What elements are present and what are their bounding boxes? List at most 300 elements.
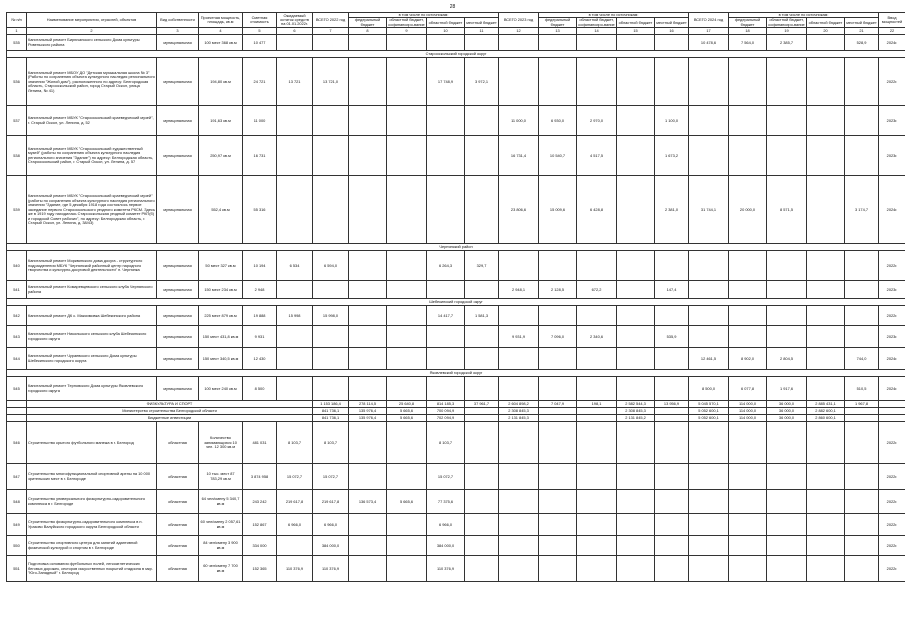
table-cell: 702 094,9 <box>427 415 465 422</box>
table-cell <box>465 176 499 244</box>
table-cell: 2022г. <box>879 251 905 281</box>
section-label: Чернянский район <box>7 244 905 251</box>
table-cell <box>845 136 879 176</box>
table-cell <box>387 464 427 490</box>
header-regional-cofin: областной бюджет, софинансиро-вание <box>578 17 615 27</box>
table-cell <box>577 514 617 536</box>
table-row <box>7 106 905 136</box>
table-cell: 152 365 <box>243 556 277 582</box>
table-cell <box>539 556 577 582</box>
object-name-cell: Капитальный ремонт Никольского сельского клуба Шебекинского городского округа <box>27 326 157 348</box>
object-name-cell: Строительство многофункциональной спортивной арены на 10 000 зрительских мест в г. Белгороде <box>27 464 157 490</box>
table-cell <box>767 514 807 536</box>
table-cell: 2 340,6 <box>577 326 617 348</box>
table-cell <box>617 464 655 490</box>
table-cell: 2024г. <box>879 348 905 370</box>
table-cell: 547 <box>7 464 27 490</box>
table-cell <box>845 306 879 326</box>
table-row <box>7 536 905 556</box>
table-cell <box>655 422 689 464</box>
table-cell: 329,7 <box>465 251 499 281</box>
object-name-cell: Капитальный ремонт Комаревцевского сельского клуба Чернянского района <box>27 281 157 299</box>
table-cell <box>655 490 689 514</box>
table-cell: областная <box>157 464 199 490</box>
table-cell: 9 931 <box>243 326 277 348</box>
table-cell <box>349 422 387 464</box>
table-cell: 510,5 <box>845 377 879 401</box>
table-cell: 6 966,0 <box>313 514 349 536</box>
table-cell <box>807 464 845 490</box>
column-number: 19 <box>767 28 807 35</box>
table-cell <box>277 377 313 401</box>
header-local: местный бюджет <box>655 18 689 28</box>
table-cell <box>387 306 427 326</box>
table-cell: 744,0 <box>845 348 879 370</box>
table-row <box>7 35 905 51</box>
object-name-cell: Капитальный ремонт МБОУ ДО "Детская музыкальная школа № 3" (Работы по сохранению объекта культурного наследия регионального значения "Жилой дом"), расположенного по адресу: Белгородская область, Старооскольский район, город Старый Оскол, улица Ленина, № 41) <box>27 58 157 106</box>
table-cell: 546 <box>7 422 27 464</box>
table-cell: 7 564,0 <box>729 35 767 51</box>
table-cell: 2022г. <box>879 422 905 464</box>
object-name-cell: Строительство крытого футбольного манежа в г. Белгород <box>27 422 157 464</box>
table-cell: 147,4 <box>655 281 689 299</box>
table-cell: 15 072,7 <box>277 464 313 490</box>
table-cell: 25 640,8 <box>387 401 427 408</box>
table-cell <box>655 464 689 490</box>
table-cell: муниципальная <box>157 136 199 176</box>
object-name-cell: Капитальный ремонт Морквинского дома досуга - структурного подразделения МБУК "Чернянский районный центр народного творчества и культурно-досуговой деятельности" п. Чернянка <box>27 251 157 281</box>
table-cell <box>539 464 577 490</box>
table-cell <box>845 422 879 464</box>
table-cell <box>387 326 427 348</box>
table-cell <box>767 281 807 299</box>
table-cell: 2 128,5 <box>539 281 577 299</box>
table-cell <box>465 422 499 464</box>
table-cell: 100 мест 368 кв.м <box>199 35 243 51</box>
section-row <box>7 299 905 306</box>
header-total-2023: ВСЕГО 2023 год <box>499 13 539 28</box>
table-cell <box>313 281 349 299</box>
table-cell <box>807 35 845 51</box>
table-cell: 8 103,7 <box>313 422 349 464</box>
table-cell <box>617 514 655 536</box>
table-cell <box>807 377 845 401</box>
table-cell <box>499 377 539 401</box>
table-cell <box>277 106 313 136</box>
header-ownership: Вид собственности <box>157 13 199 28</box>
header-regional-cofin: областной бюджет, софинансиро-вание <box>768 17 805 27</box>
table-cell: 15 072,7 <box>313 464 349 490</box>
table-cell <box>845 556 879 582</box>
table-cell <box>539 415 577 422</box>
table-cell <box>807 514 845 536</box>
table-cell: 150 мест 234 кв.м <box>199 281 243 299</box>
table-cell: областная <box>157 536 199 556</box>
table-cell: 10 478,6 <box>689 35 729 51</box>
table-cell <box>427 281 465 299</box>
table-cell <box>577 58 617 106</box>
table-cell: 2 804,5 <box>767 348 807 370</box>
table-cell: 8 902,0 <box>729 348 767 370</box>
table-cell: 2022г. <box>879 464 905 490</box>
table-cell: 5 665,6 <box>387 490 427 514</box>
object-name-cell: Капитальный ремонт МБУК "Старооскольский краеведческий музей", г. Старый Оскол, ул. Ленина, д. 52 <box>27 106 157 136</box>
table-cell: 1 153 186,4 <box>313 401 349 408</box>
summary-row <box>7 401 905 408</box>
table-cell <box>767 306 807 326</box>
table-cell <box>655 514 689 536</box>
table-cell <box>465 106 499 136</box>
table-cell <box>499 536 539 556</box>
table-cell <box>427 35 465 51</box>
table-cell <box>387 58 427 106</box>
table-cell: 6 264,3 <box>427 251 465 281</box>
table-cell: 50 мест 327 кв.м <box>199 251 243 281</box>
table-cell: муниципальная <box>157 348 199 370</box>
table-cell <box>427 136 465 176</box>
object-name-cell: Капитальный ремонт Бирючанского сельского Дома культуры Ровеньского района <box>27 35 157 51</box>
table-cell <box>617 281 655 299</box>
table-cell: 6 534 <box>277 251 313 281</box>
table-cell <box>807 176 845 244</box>
table-cell <box>277 281 313 299</box>
table-cell <box>845 464 879 490</box>
column-number: 2 <box>27 28 157 35</box>
table-row <box>7 377 905 401</box>
table-cell: 7 047,9 <box>539 401 577 408</box>
table-cell: 219 617,8 <box>313 490 349 514</box>
table-cell <box>807 348 845 370</box>
column-number: 11 <box>465 28 499 35</box>
table-cell: 548 <box>7 490 27 514</box>
table-cell <box>845 106 879 136</box>
table-cell <box>499 556 539 582</box>
table-row <box>7 306 905 326</box>
table-cell <box>767 106 807 136</box>
table-cell: 539 <box>7 176 27 244</box>
table-cell: 219 617,8 <box>277 490 313 514</box>
table-cell <box>617 326 655 348</box>
table-cell: 6 077,8 <box>729 377 767 401</box>
column-number: 6 <box>277 28 313 35</box>
table-cell: муниципальная <box>157 281 199 299</box>
table-cell: 1 967,8 <box>845 401 879 408</box>
table-cell: областная <box>157 490 199 514</box>
column-number: 16 <box>655 28 689 35</box>
table-cell: 672,2 <box>577 281 617 299</box>
table-cell <box>387 106 427 136</box>
table-cell: 10 194 <box>243 251 277 281</box>
table-cell: областная <box>157 514 199 536</box>
table-row <box>7 464 905 490</box>
page-number: 28 <box>449 4 456 10</box>
column-number: 4 <box>199 28 243 35</box>
table-cell <box>465 326 499 348</box>
header-capacity: Проектная мощность, площадь, кв.м <box>199 13 243 28</box>
table-cell <box>313 176 349 244</box>
summary-label: Бюджетные инвестиции <box>27 415 313 422</box>
table-cell <box>577 556 617 582</box>
table-cell: 2022г. <box>879 58 905 106</box>
table-cell: 384 000,0 <box>313 536 349 556</box>
table-cell <box>277 348 313 370</box>
table-cell <box>577 306 617 326</box>
header-remainder: Ожидаемый остаток средств на 01.01.2022г. <box>277 13 313 28</box>
table-cell: 5 045 570,1 <box>689 401 729 408</box>
table-cell <box>879 415 905 422</box>
header-federal: федеральный бюджет <box>729 18 767 28</box>
table-cell <box>655 377 689 401</box>
table-cell: 1 673,2 <box>655 136 689 176</box>
table-cell <box>539 251 577 281</box>
table-cell <box>349 348 387 370</box>
header-federal: федеральный бюджет <box>539 18 577 28</box>
table-cell <box>427 176 465 244</box>
table-cell <box>387 251 427 281</box>
column-number: 18 <box>729 28 767 35</box>
table-cell <box>807 536 845 556</box>
table-cell <box>7 401 27 408</box>
table-cell: 16 731,4 <box>499 136 539 176</box>
header-total-2022: ВСЕГО 2022 год <box>313 13 349 28</box>
table-cell <box>499 464 539 490</box>
table-cell <box>539 35 577 51</box>
table-cell <box>807 306 845 326</box>
summary-row <box>7 415 905 422</box>
table-cell <box>689 514 729 536</box>
table-cell: 10 тыс. мест 87 783,29 кв.м <box>199 464 243 490</box>
table-cell <box>539 408 577 415</box>
table-cell: 11 000 <box>243 106 277 136</box>
table-cell <box>689 58 729 106</box>
table-cell: 6 428,8 <box>577 176 617 244</box>
table-row <box>7 176 905 244</box>
table-cell <box>845 514 879 536</box>
object-name-cell: Капитальный ремонт ДК с. Максимовка Шебекинского района <box>27 306 157 326</box>
table-cell <box>465 514 499 536</box>
table-cell: 84 чел/смену 3 900 кв.м <box>199 536 243 556</box>
table-cell: 1 917,6 <box>767 377 807 401</box>
table-cell <box>729 556 767 582</box>
table-cell: 2023г. <box>879 281 905 299</box>
table-cell <box>277 536 313 556</box>
table-cell: 3 174,7 <box>845 176 879 244</box>
table-cell <box>387 422 427 464</box>
table-cell: 10 540,7 <box>539 136 577 176</box>
table-cell <box>689 536 729 556</box>
table-cell: 64 чел/смену 5 340,7 кв.м <box>199 490 243 514</box>
table-cell <box>729 281 767 299</box>
table-cell <box>577 35 617 51</box>
table-cell <box>577 251 617 281</box>
table-cell: 528,9 <box>845 35 879 51</box>
table-row <box>7 348 905 370</box>
table-cell <box>465 377 499 401</box>
table-cell: 8 500,0 <box>689 377 729 401</box>
table-cell: 2024г. <box>879 377 905 401</box>
table-cell <box>387 35 427 51</box>
table-row <box>7 490 905 514</box>
table-cell <box>349 58 387 106</box>
table-cell: 536 <box>7 58 27 106</box>
table-cell <box>577 348 617 370</box>
column-number: 21 <box>845 28 879 35</box>
section-row <box>7 370 905 377</box>
table-cell <box>767 490 807 514</box>
table-cell <box>539 348 577 370</box>
table-cell: 6 966,0 <box>277 514 313 536</box>
table-cell: 481 031 <box>243 422 277 464</box>
table-cell: 2023г. <box>879 326 905 348</box>
table-cell <box>465 35 499 51</box>
table-cell: 36 000,0 <box>767 415 807 422</box>
table-cell <box>807 326 845 348</box>
table-cell: 15 072,7 <box>427 464 465 490</box>
table-cell <box>845 415 879 422</box>
table-cell: 535 <box>7 35 27 51</box>
table-cell <box>807 422 845 464</box>
table-cell: 60 чел/смену 2 057,61 кв.м <box>199 514 243 536</box>
table-cell: 2 131 845,3 <box>499 415 539 422</box>
table-cell: 1 100,0 <box>655 106 689 136</box>
table-cell <box>879 401 905 408</box>
column-number: 7 <box>313 28 349 35</box>
table-body <box>7 35 905 582</box>
column-number: 13 <box>539 28 577 35</box>
table-cell: муниципальная <box>157 58 199 106</box>
table-cell: 15 009,6 <box>539 176 577 244</box>
table-cell: 535,9 <box>655 326 689 348</box>
table-cell: 4 517,5 <box>577 136 617 176</box>
table-cell <box>577 536 617 556</box>
table-cell <box>807 58 845 106</box>
table-cell: 2 131 845,2 <box>617 415 655 422</box>
table-cell <box>387 556 427 582</box>
table-cell: 13 721,0 <box>313 58 349 106</box>
table-cell <box>767 326 807 348</box>
table-cell: 2024г. <box>879 176 905 244</box>
table-cell <box>313 106 349 136</box>
table-cell: 15 998,0 <box>313 306 349 326</box>
table-cell <box>387 136 427 176</box>
summary-label: ФИЗКУЛЬТУРА И СПОРТ <box>27 401 313 408</box>
table-cell: 5 052 600,1 <box>689 415 729 422</box>
object-name-cell: Капитальный ремонт Терновского Дома культуры Яковлевского городского округа <box>27 377 157 401</box>
table-cell <box>767 136 807 176</box>
table-cell: 8 500 <box>243 377 277 401</box>
table-cell: 8 571,5 <box>767 176 807 244</box>
table-cell: 7 096,0 <box>539 326 577 348</box>
table-cell <box>349 556 387 582</box>
table-cell: 150 мест 340,5 кв.м <box>199 348 243 370</box>
table-cell <box>617 536 655 556</box>
header-num: № п/п <box>7 13 27 28</box>
table-cell: муниципальная <box>157 176 199 244</box>
table-cell <box>499 490 539 514</box>
table-cell: 13 956,9 <box>655 401 689 408</box>
table-cell: муниципальная <box>157 306 199 326</box>
table-cell <box>729 106 767 136</box>
table-cell <box>689 306 729 326</box>
summary-label: Министерство строительства Белгородской области <box>27 408 313 415</box>
table-cell <box>729 136 767 176</box>
table-cell: 2022г. <box>879 306 905 326</box>
table-cell <box>617 58 655 106</box>
table-cell <box>845 490 879 514</box>
table-row <box>7 58 905 106</box>
table-cell <box>277 136 313 176</box>
table-cell <box>689 136 729 176</box>
table-cell: 700 094,9 <box>427 408 465 415</box>
table-cell <box>617 556 655 582</box>
table-cell: 114 000,0 <box>729 401 767 408</box>
table-cell: 198,1 <box>577 401 617 408</box>
table-cell <box>7 415 27 422</box>
table-cell: 2 970,0 <box>577 106 617 136</box>
table-cell <box>767 58 807 106</box>
table-cell <box>655 556 689 582</box>
table-cell <box>689 251 729 281</box>
table-cell <box>313 136 349 176</box>
table-cell: 150 мест 431,8 кв.м <box>199 326 243 348</box>
table-cell: 542 <box>7 306 27 326</box>
table-cell: 2 885 431,1 <box>807 401 845 408</box>
table-cell: муниципальная <box>157 377 199 401</box>
table-cell: 2022г. <box>879 536 905 556</box>
table-cell <box>539 306 577 326</box>
table-cell <box>427 326 465 348</box>
table-cell <box>729 514 767 536</box>
table-cell <box>539 377 577 401</box>
table-cell: 1 581,3 <box>465 306 499 326</box>
table-cell: 2 882 600,1 <box>807 408 845 415</box>
table-cell <box>729 464 767 490</box>
table-cell <box>807 106 845 136</box>
table-cell: 550 <box>7 536 27 556</box>
table-cell <box>655 58 689 106</box>
table-cell <box>617 35 655 51</box>
table-header <box>7 13 905 35</box>
table-cell <box>689 422 729 464</box>
table-cell: 841 736,1 <box>313 415 349 422</box>
table-cell: 2 385,7 <box>767 35 807 51</box>
table-cell <box>655 415 689 422</box>
table-cell: 12 430 <box>243 348 277 370</box>
table-cell: 114 000,0 <box>729 408 767 415</box>
table-cell <box>845 251 879 281</box>
table-cell <box>577 422 617 464</box>
summary-row <box>7 408 905 415</box>
table-cell <box>689 106 729 136</box>
column-number: 14 <box>577 28 617 35</box>
table-cell <box>499 306 539 326</box>
header-year-in: Ввод мощностей <box>879 13 905 28</box>
table-row <box>7 281 905 299</box>
table-cell: 5 052 600,1 <box>689 408 729 415</box>
header-regional: областной бюджет <box>617 18 655 28</box>
table-cell <box>655 306 689 326</box>
table-cell <box>845 408 879 415</box>
table-cell <box>313 377 349 401</box>
table-cell: 278 114,5 <box>349 401 387 408</box>
table-cell: 543 <box>7 326 27 348</box>
table-cell: 55 316 <box>243 176 277 244</box>
table-cell <box>617 377 655 401</box>
table-cell <box>387 377 427 401</box>
column-number: 9 <box>387 28 427 35</box>
table-cell <box>617 176 655 244</box>
section-label: Яковлевский городской округ <box>7 370 905 377</box>
